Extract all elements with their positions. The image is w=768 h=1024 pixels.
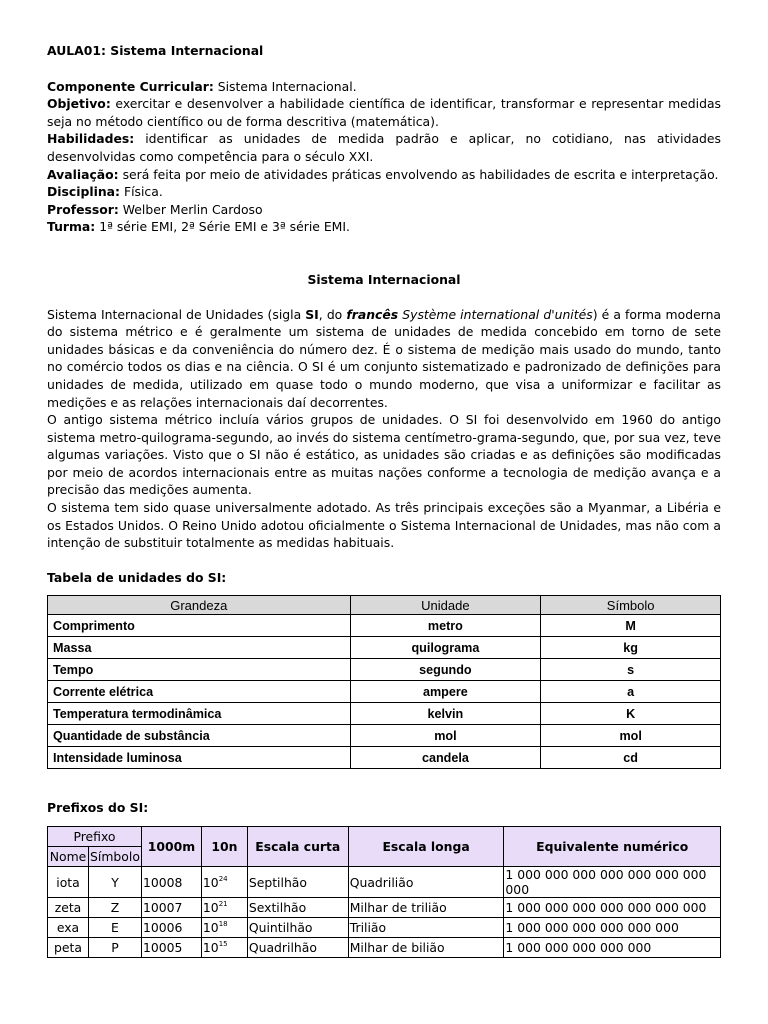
section-title: Sistema Internacional [307,271,461,287]
header-1000m: 1000m [141,827,201,867]
adoption-paragraph: O sistema tem sido quase universalmente adotado. As três principais exceções são a Myanmar, a Libéria e os Estados Unidos. O Reino Unido adotou oficialmente o Sistema Internacional de Unidades, mas não com a intenção de substituir totalmente as medidas habituais. [47,500,721,551]
si-table-caption: Tabela de unidades do SI: [47,569,227,585]
table-header-row [48,596,721,615]
table-row: Comprimento metro M [48,615,721,637]
table-row: Quantidade de substância mol mol [48,725,721,747]
header-simbolo: Símbolo [541,596,721,615]
header-prefixo: Prefixo [48,827,142,847]
document-body [47,42,721,958]
header-equivalente: Equivalente numérico [504,827,721,867]
history-paragraph: O antigo sistema métrico incluía vários grupos de unidades. O SI foi desenvolvido em 1960 do antigo sistema metro-quilograma-segundo, ao invés do sistema centímetro-grama-segundo, que, por sua vez, teve algumas variações. Visto que o SI não é estático, as unidades são criadas e as definições são modificadas por meio de acordos internacionais entre as muitas nações conforme a tecnologia de medição avança e a precisão das medições aumenta. [47,412,721,498]
info-componente: Componente Curricular: Sistema Internacional. [47,78,357,94]
info-objetivo: Objetivo: exercitar e desenvolver a habilidade científica de identificar, transformar e representar medidas seja no método científico ou de forma descritiva (matemática). [47,96,721,129]
header-unidade: Unidade [350,596,541,615]
header-10n: 10n [201,827,247,867]
info-turma: Turma: 1ª série EMI, 2ª Série EMI e 3ª série EMI. [47,219,350,235]
info-avaliacao: Avaliação: será feita por meio de atividades práticas envolvendo as habilidades de escrita e interpretação. [47,166,719,182]
info-habilidades: Habilidades: identificar as unidades de medida padrão e aplicar, no cotidiano, nas atividades desenvolvidas como competência para o século XXI. [47,131,721,164]
lesson-title: AULA01: Sistema Internacional [47,43,264,58]
table-row: Massa quilograma kg [48,637,721,659]
si-units-table [47,595,721,769]
table-row: zeta Z 10007 $10^{21}$ Sextilhão Milhar de trilião 1 000 000 000 000 000 000 000 [48,898,721,918]
table-row: Corrente elétrica ampere a [48,681,721,703]
header-grandeza: Grandeza [48,596,351,615]
table-header-row [48,827,721,847]
prefix-table-caption: Prefixos do SI: [47,800,149,816]
lesson-info [47,78,721,236]
info-professor: Professor: Welber Merlin Cardoso [47,201,263,217]
header-escala-longa: Escala longa [348,827,504,867]
table-row: exa E 10006 $10^{18}$ Quintilhão Trilião 1 000 000 000 000 000 000 [48,918,721,938]
header-simbolo-prefixo: Símbolo [88,847,141,867]
table-row: Temperatura termodinâmica kelvin K [48,703,721,725]
intro-paragraph: Sistema Internacional de Unidades (sigla SI, do francês Système international d'unités) é a forma moderna do sistema métrico e é geralmente um sistema de unidades de medida concebido em torno de sete unidades básicas e da conveniência do número dez. É o sistema de medição mais usado do mundo, tanto no comércio todos os dias e na ciência. O SI é um conjunto sistematizado e padronizado de definições para unidades de medida, utilizado em quase todo o mundo moderno, que visa a uniformizar e facilitar as medições e as relações internacionais daí decorrentes. [47,306,722,410]
info-disciplina: Disciplina: Física. [47,184,163,200]
table-row: Tempo segundo s [48,659,721,681]
table-row: iota Y 10008 $10^{24}$ Septilhão Quadrilião 1 000 000 000 000 000 000 000 000 [48,867,721,898]
header-escala-curta: Escala curta [247,827,348,867]
header-nome: Nome [48,847,89,867]
si-prefix-table [47,826,721,958]
table-row: Intensidade luminosa candela cd [48,747,721,769]
table-row: peta P 10005 $10^{15}$ Quadrilhão Milhar de bilião 1 000 000 000 000 000 [48,938,721,958]
